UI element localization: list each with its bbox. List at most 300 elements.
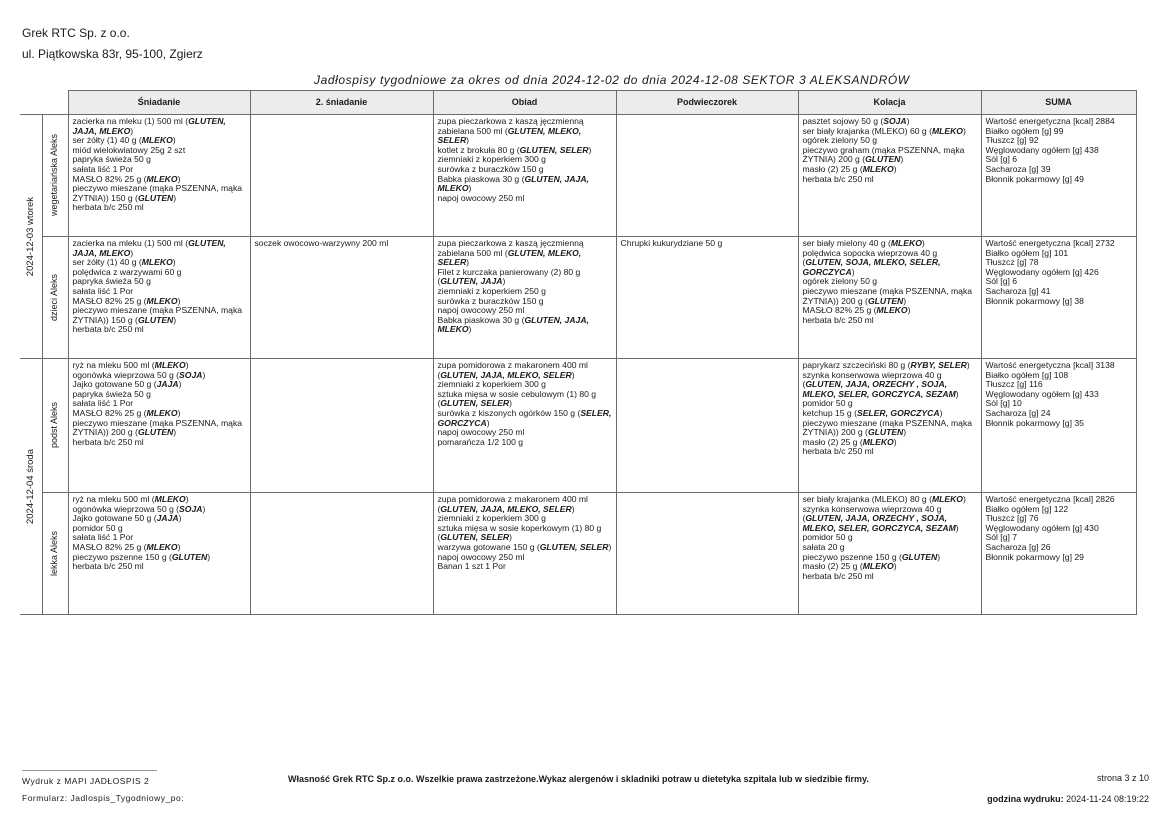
meal-item-text: ogórek zielony 50 g: [802, 135, 878, 146]
nutrition-value: Sól [g] 6: [985, 276, 1018, 287]
meal-item-text: MASŁO 82% 25 g (: [72, 541, 147, 552]
allergen-list: GLUTEN, JAJA, MLEKO, SELER: [440, 503, 572, 514]
table-row: [20, 237, 1136, 359]
meal-item-text: ogonówka wieprzowa 50 g (: [72, 503, 180, 514]
nutrition-value: Węglowodany ogółem [g] 438: [985, 144, 1099, 155]
meal-item-text: herbata b/c 250 ml: [802, 314, 874, 325]
header-spacer: [20, 91, 42, 115]
allergen-list: RYBY, SELER: [910, 360, 967, 370]
meal-item-text: pieczywo mieszane (mąka PSZENNA, mąka ŻYTNIA)) 200 g (: [72, 417, 243, 438]
allergen-list: SELER, GORCZYCA: [437, 407, 612, 428]
allergen-list: GLUTEN: [867, 427, 904, 438]
company-info: [22, 23, 203, 65]
meal-item: [803, 175, 977, 185]
meal-item-text: ziemniaki z koperkiem 300 g: [437, 513, 546, 524]
meal-item-text: szynka konserwowa wieprzowa 40 g (: [802, 503, 942, 524]
date-cell: [20, 115, 42, 359]
meal-item-text: ser biały krajanka (MLEKO) 60 g (: [802, 125, 932, 136]
meal-item-text: paprykarz szczeciński 80 g (: [802, 360, 911, 370]
nutrition-value: Sól [g] 10: [985, 398, 1022, 409]
meal-item-end: ): [172, 135, 176, 146]
meal-item: [73, 203, 246, 213]
meal-item-text: miód wielokwiatowy 25g 2 szt: [72, 144, 186, 155]
meal-item: [73, 239, 246, 258]
nutrition-value: Węglowodany ogółem [g] 426: [985, 266, 1099, 277]
allergen-list: MLEKO: [154, 494, 186, 504]
allergen-list: GLUTEN, JAJA, ORZECHY , SOJA, MLEKO, SELER, GORCZYCA, SEZAM: [802, 379, 956, 399]
allergen-list: MLEKO: [862, 436, 894, 447]
allergen-list: GLUTEN: [171, 551, 208, 562]
allergen-list: GLUTEN: [137, 427, 174, 438]
meal-item: [438, 239, 612, 268]
meal-item-text: pieczywo mieszane (mąka PSZENNA, mąka ŻYTNIA)) 200 g (: [802, 285, 973, 306]
allergen-list: SOJA: [179, 369, 203, 380]
table-row: [20, 493, 1136, 615]
meal-cell-sniadanie2: [250, 493, 433, 615]
table-row: [20, 115, 1136, 237]
allergen-list: MLEKO: [146, 173, 178, 184]
meal-item-text: papryka świeża 50 g: [72, 154, 151, 165]
allergen-list: SOJA: [179, 503, 203, 514]
meal-item-text: herbata b/c 250 ml: [72, 436, 144, 447]
meal-item-end: ): [502, 276, 506, 287]
meal-item-end: ): [906, 116, 910, 126]
meal-item-text: herbata b/c 250 ml: [72, 202, 144, 213]
meal-item-end: ): [466, 257, 470, 268]
meal-cell-obiad: [433, 359, 616, 493]
nutrition-summary-cell: [981, 359, 1136, 493]
meal-item-text: herbata b/c 250 ml: [72, 561, 144, 572]
meal-item-text: pieczywo mieszane (mąka PSZENNA, mąka ŻYTNIA)) 200 g (: [802, 417, 973, 438]
column-header-suma: SUMA: [981, 91, 1136, 115]
meal-item: [803, 419, 977, 438]
meal-item-text: zupa pieczarkowa z kaszą jęczmienną zabielana 500 ml (: [437, 238, 584, 258]
meal-cell-sniadanie: [68, 115, 250, 237]
nutrition-value: Wartość energetyczna [kcal] 3138: [985, 360, 1115, 370]
meal-item: [803, 249, 977, 278]
meal-item-text: pasztet sojowy 50 g (: [802, 116, 884, 126]
nutrition-value: Błonnik pokarmowy [g] 49: [985, 173, 1084, 184]
nutrition-value: Sacharoza [g] 41: [985, 285, 1051, 296]
meal-item-text: ryż na mleku 500 ml (: [72, 494, 155, 504]
meal-cell-obiad: [433, 237, 616, 359]
allergen-list: GLUTEN: [137, 192, 174, 203]
meal-item: [438, 438, 612, 448]
meal-item-end: ): [893, 561, 897, 572]
meal-item: [73, 325, 246, 335]
allergen-list: GLUTEN, JAJA, ORZECHY , SOJA, MLEKO, SELER, GORCZYCA, SEZAM: [802, 513, 956, 533]
nutrition-value: Wartość energetyczna [kcal] 2884: [985, 116, 1115, 126]
allergen-list: GLUTEN, JAJA, MLEKO: [72, 238, 226, 258]
meal-item-end: ): [207, 551, 211, 562]
meal-item: [73, 117, 246, 136]
allergen-list: GLUTEN, MLEKO, SELER: [437, 247, 582, 268]
allergen-list: JAJA: [156, 513, 179, 524]
meal-item-end: ): [588, 144, 592, 155]
meal-item: [255, 239, 429, 249]
meal-item: [438, 524, 612, 543]
meal-item-text: ser biały krajanka (MLEKO) 80 g (: [802, 494, 932, 504]
meal-item: [73, 306, 246, 325]
meal-item-text: Jajko gotowane 50 g (: [72, 513, 157, 524]
meal-item: [803, 572, 977, 582]
page-info: strona 3 z 10: [1096, 773, 1149, 783]
meal-item-text: pieczywo mieszane (mąka PSZENNA, mąka ŻYTNIA)) 150 g (: [72, 183, 243, 203]
meal-cell-obiad: [433, 493, 616, 615]
allergen-list: GLUTEN, MLEKO, SELER: [437, 125, 582, 146]
nutrition-value: Białko ogółem [g] 101: [985, 247, 1069, 258]
meal-item-end: ): [921, 238, 925, 248]
meal-item: [803, 146, 977, 165]
meal-item-text: napoj owocowy 250 ml: [437, 305, 525, 316]
meal-item-text: ryż na mleku 500 ml (: [72, 360, 155, 370]
meal-item-end: ): [903, 427, 907, 438]
meal-item-text: zacierka na mleku (1) 500 ml (: [72, 238, 189, 248]
allergen-list: GLUTEN, SELER: [440, 532, 510, 543]
meal-item: [438, 194, 612, 204]
meal-cell-obiad: [433, 115, 616, 237]
meal-item-text: pieczywo graham (mąka PSZENNA, mąka ŻYTNIA) 200 g (: [802, 144, 965, 165]
nutrition-value: Wartość energetyczna [kcal] 2732: [985, 238, 1115, 248]
meal-item-end: ): [468, 324, 472, 335]
meal-item-end: ): [466, 135, 470, 146]
meal-item-text: Chrupki kukurydziane 50 g: [620, 238, 723, 248]
allergen-list: MLEKO: [876, 305, 908, 316]
diet-cell: [42, 115, 68, 237]
meal-item-end: ): [173, 192, 177, 203]
meal-item-text: napoj owocowy 250 ml: [437, 192, 525, 203]
nutrition-value: Tłuszcz [g] 78: [985, 257, 1039, 268]
nutrition-summary-cell: [981, 115, 1136, 237]
meal-item: [438, 175, 612, 194]
print-time: [987, 794, 1149, 804]
meal-item-end: ): [177, 541, 181, 552]
meal-item-text: masło (2) 25 g (: [802, 436, 863, 447]
allergen-list: MLEKO: [890, 238, 922, 248]
allergen-list: MLEKO: [862, 561, 894, 572]
meal-item-text: pieczywo pszenne 150 g (: [802, 551, 902, 562]
meal-item-text: MASŁO 82% 25 g (: [72, 295, 147, 306]
meal-item: [803, 371, 977, 400]
meal-item-text: papryka świeża 50 g: [72, 276, 151, 287]
allergen-list: GLUTEN, JAJA, MLEKO, SELER: [440, 369, 572, 380]
printout-label: Wydruk z MAPI JADŁOSPIS 2: [22, 776, 150, 786]
date-label: 2024-12-03 wtorek: [24, 196, 36, 277]
meal-item-text: pomarańcza 1/2 100 g: [437, 436, 524, 447]
meal-item-end: ): [903, 295, 907, 306]
meal-item-text: herbata b/c 250 ml: [802, 570, 874, 581]
meal-item-text: Filet z kurczaka panierowany (2) 80 g (: [437, 266, 581, 287]
meal-item: [438, 268, 612, 287]
table-header-row: [20, 91, 1136, 115]
meal-item-text: pomidor 50 g: [802, 532, 853, 543]
allergen-list: SELER, GORCZYCA: [856, 407, 940, 418]
nutrition-value: Białko ogółem [g] 108: [985, 369, 1069, 380]
nutrition-value: Tłuszcz [g] 92: [985, 135, 1039, 146]
meal-item-text: polędwica sopocka wieprzowa 40 g (: [802, 247, 938, 268]
meal-item-end: ): [966, 360, 970, 370]
meal-item-text: surówka z buraczków 150 g: [437, 163, 544, 174]
column-header-obiad: Obiad: [433, 91, 616, 115]
meal-item-text: Banan 1 szt 1 Por: [437, 561, 506, 572]
diet-label: lekka Aleks: [49, 530, 60, 577]
column-header-podwieczorek: Podwieczorek: [616, 91, 798, 115]
meal-item-text: Babka piaskowa 30 g (: [437, 314, 525, 325]
meal-item-end: ): [177, 295, 181, 306]
meal-item-text: surówka z kiszonych ogórków 150 g (: [437, 407, 581, 418]
meal-item: [803, 447, 977, 457]
allergen-list: GLUTEN: [867, 295, 904, 306]
meal-item: [73, 184, 246, 203]
meal-item-text: masło (2) 25 g (: [802, 561, 863, 572]
allergen-list: GLUTEN, JAJA, MLEKO: [437, 173, 589, 194]
meal-item: [438, 316, 612, 335]
meal-item-text: sałata liść 1 Por: [72, 163, 134, 174]
meal-item-end: ): [185, 360, 189, 370]
diet-label: dzieci Aleks: [49, 273, 60, 322]
allergen-list: MLEKO: [931, 494, 963, 504]
nutrition-summary-cell: [981, 237, 1136, 359]
meal-item: [438, 390, 612, 409]
date-label: 2024-12-04 środa: [24, 449, 36, 524]
meal-item-end: ): [893, 163, 897, 174]
meal-item-text: pieczywo mieszane (mąka PSZENNA, mąka ŻYTNIA)) 150 g (: [72, 305, 243, 325]
footer-divider: [22, 770, 157, 771]
meal-item-text: ogórek zielony 50 g: [802, 276, 878, 287]
meal-item-end: ): [955, 522, 959, 533]
allergen-list: MLEKO: [931, 125, 963, 136]
meal-item: [73, 419, 246, 438]
allergen-list: GLUTEN: [137, 314, 174, 325]
meal-item-text: pomidor 50 g: [72, 522, 123, 533]
menu-table-body: [20, 115, 1136, 615]
meal-item-end: ): [851, 266, 855, 277]
allergen-list: GLUTEN: [901, 551, 938, 562]
nutrition-value: Sól [g] 6: [985, 154, 1018, 165]
meal-item-end: ): [962, 494, 966, 504]
meal-cell-kolacja: [798, 115, 981, 237]
meal-item-text: Babka piaskowa 30 g (: [437, 173, 525, 184]
meal-item-end: ): [178, 513, 182, 524]
meal-item-end: ): [177, 173, 181, 184]
diet-cell: [42, 237, 68, 359]
meal-item-end: ): [509, 398, 513, 409]
meal-item-text: ser biały mielony 40 g (: [802, 238, 891, 248]
company-address: ul. Piątkowska 83r, 95-100, Zgierz: [22, 47, 203, 61]
meal-item-end: ): [202, 369, 206, 380]
meal-item-text: sałata liść 1 Por: [72, 398, 134, 409]
header-spacer: [42, 91, 68, 115]
meal-item: [73, 562, 246, 572]
meal-item-text: sztuka mięsa w sosie koperkowym (1) 80 g (: [437, 522, 602, 543]
meal-cell-sniadanie2: [250, 115, 433, 237]
meal-item-end: ): [509, 532, 513, 543]
meal-item-text: sałata liść 1 Por: [72, 532, 134, 543]
report-title: Jadłospisy tygodniowe za okres od dnia 2024-12-02 do dnia 2024-12-08 SEKTOR 3 ALEKSANDRÓW: [314, 73, 910, 87]
meal-item-text: ziemniaki z koperkiem 300 g: [437, 154, 546, 165]
meal-item: [438, 409, 612, 428]
date-cell: [20, 359, 42, 615]
meal-item-end: ): [172, 257, 176, 268]
diet-cell: [42, 493, 68, 615]
meal-item: [803, 287, 977, 306]
meal-item-end: ): [185, 494, 189, 504]
meal-cell-sniadanie2: [250, 359, 433, 493]
company-name: Grek RTC Sp. z o.o.: [22, 26, 130, 40]
allergen-list: GLUTEN, JAJA, MLEKO: [72, 116, 226, 136]
meal-item-end: ): [173, 427, 177, 438]
nutrition-summary-cell: [981, 493, 1136, 615]
meal-cell-sniadanie: [68, 493, 250, 615]
meal-item-text: ser żółty (1) 40 g (: [72, 257, 142, 268]
nutrition-value: Sacharoza [g] 39: [985, 163, 1051, 174]
meal-item-text: pomidor 50 g: [802, 398, 853, 409]
meal-item-text: napoj owocowy 250 ml: [437, 551, 525, 562]
nutrition-value: Tłuszcz [g] 76: [985, 513, 1039, 524]
nutrition-value: Błonnik pokarmowy [g] 29: [985, 551, 1084, 562]
meal-cell-podwieczorek: [616, 493, 798, 615]
meal-item-text: zacierka na mleku (1) 500 ml (: [72, 116, 189, 126]
diet-cell: [42, 359, 68, 493]
nutrition-value: Błonnik pokarmowy [g] 38: [985, 295, 1084, 306]
meal-item-text: sałata liść 1 Por: [72, 285, 134, 296]
meal-item-text: ser żółty (1) 40 g (: [72, 135, 142, 146]
meal-item-end: ): [130, 247, 134, 258]
meal-cell-sniadanie: [68, 359, 250, 493]
allergen-list: MLEKO: [146, 295, 178, 306]
allergen-list: MLEKO: [146, 407, 178, 418]
meal-item-end: ): [955, 388, 959, 399]
meal-item-text: Jajko gotowane 50 g (: [72, 379, 157, 390]
allergen-list: GLUTEN, JAJA, MLEKO: [437, 314, 589, 335]
meal-item-text: szynka konserwowa wieprzowa 40 g (: [802, 369, 942, 390]
meal-item-text: MASŁO 82% 25 g (: [72, 407, 147, 418]
meal-item-text: sztuka mięsa w sosie cebulowym (1) 80 g (: [437, 388, 597, 409]
allergen-list: GLUTEN, SELER: [440, 398, 510, 409]
column-header-sniadanie: Śniadanie: [68, 91, 250, 115]
meal-item-end: ): [468, 183, 472, 194]
nutrition-value: Sól [g] 7: [985, 532, 1018, 543]
meal-item-end: ): [900, 154, 904, 165]
meal-item-text: zupa pomidorowa z makaronem 400 ml (: [437, 494, 588, 514]
allergen-list: MLEKO: [141, 257, 173, 268]
ownership-note: Własność Grek RTC Sp.z o.o. Wszelkie prawa zastrzeżone.Wykaz alergenów i skladniki potraw u dietetyka szpitala lub w siedzibie firmy.: [288, 774, 869, 784]
nutrition-value: Sacharoza [g] 24: [985, 407, 1051, 418]
meal-cell-kolacja: [798, 493, 981, 615]
nutrition-value: Białko ogółem [g] 122: [985, 503, 1069, 514]
meal-item: [438, 117, 612, 146]
meal-item-end: ): [608, 541, 612, 552]
meal-item-end: ): [907, 305, 911, 316]
meal-item: [438, 361, 612, 380]
meal-item-text: napoj owocowy 250 ml: [437, 427, 525, 438]
meal-item: [438, 562, 612, 572]
meal-item-text: pieczywo pszenne 150 g (: [72, 551, 172, 562]
allergen-list: GLUTEN, SOJA, MLEKO, SELER, GORCZYCA: [802, 257, 941, 277]
meal-item-text: sałata 20 g: [802, 541, 845, 552]
allergen-list: GLUTEN, JAJA: [440, 276, 503, 287]
meal-item-end: ): [893, 436, 897, 447]
meal-item-text: polędwica z warzywami 60 g: [72, 266, 182, 277]
meal-item-text: masło (2) 25 g (: [802, 163, 863, 174]
meal-item-text: ketchup 15 g (: [802, 407, 857, 418]
column-header-kolacja: Kolacja: [798, 91, 981, 115]
meal-item-text: soczek owocowo-warzywny 200 ml: [254, 238, 389, 248]
allergen-list: SOJA: [883, 116, 907, 126]
allergen-list: MLEKO: [154, 360, 186, 370]
nutrition-value: Wartość energetyczna [kcal] 2826: [985, 494, 1115, 504]
print-time-value: 2024-11-24 08:19:22: [1066, 794, 1149, 804]
meal-item-end: ): [173, 314, 177, 325]
meal-cell-podwieczorek: [616, 237, 798, 359]
meal-item-text: ziemniaki z koperkiem 250 g: [437, 285, 546, 296]
meal-item-text: herbata b/c 250 ml: [802, 173, 874, 184]
meal-item: [621, 239, 794, 249]
nutrition-value: Białko ogółem [g] 99: [985, 125, 1064, 136]
meal-item-text: MASŁO 82% 25 g (: [802, 305, 877, 316]
nutrition-value: Węglowodany ogółem [g] 433: [985, 388, 1099, 399]
meal-cell-sniadanie2: [250, 237, 433, 359]
allergen-list: GLUTEN, SELER: [519, 144, 589, 155]
menu-table: [20, 90, 1137, 615]
allergen-list: MLEKO: [146, 541, 178, 552]
meal-item-end: ): [937, 551, 941, 562]
meal-cell-sniadanie: [68, 237, 250, 359]
meal-item-end: ): [571, 369, 575, 380]
meal-item-text: herbata b/c 250 ml: [802, 446, 874, 457]
meal-item-end: ): [202, 503, 206, 514]
meal-cell-podwieczorek: [616, 115, 798, 237]
nutrition-value: Sacharoza [g] 26: [985, 541, 1051, 552]
meal-item-text: ogonówka wieprzowa 50 g (: [72, 369, 180, 380]
nutrition-value: Węglowodany ogółem [g] 430: [985, 522, 1099, 533]
diet-label: podst Aleks: [49, 402, 60, 449]
meal-item-end: ): [571, 503, 575, 514]
meal-cell-podwieczorek: [616, 359, 798, 493]
meal-item: [803, 316, 977, 326]
meal-item-text: herbata b/c 250 ml: [72, 324, 144, 335]
column-header-sniadanie2: 2. śniadanie: [250, 91, 433, 115]
meal-cell-kolacja: [798, 359, 981, 493]
meal-item-text: ziemniaki z koperkiem 300 g: [437, 379, 546, 390]
meal-item-text: kotlet z brokuła 80 g (: [437, 144, 520, 155]
meal-item: [73, 438, 246, 448]
meal-item-end: ): [939, 407, 943, 418]
meal-item-text: MASŁO 82% 25 g (: [72, 173, 147, 184]
meal-item-text: zupa pomidorowa z makaronem 400 ml (: [437, 360, 588, 380]
nutrition-value: Błonnik pokarmowy [g] 35: [985, 417, 1084, 428]
form-label: Formularz: Jadlospis_Tygodniowy_po:: [22, 793, 185, 803]
meal-item-text: warzywa gotowane 150 g (: [437, 541, 540, 552]
meal-item-end: ): [486, 417, 490, 428]
meal-item-end: ): [177, 407, 181, 418]
meal-cell-kolacja: [798, 237, 981, 359]
meal-item-text: papryka świeża 50 g: [72, 388, 151, 399]
allergen-list: MLEKO: [141, 135, 173, 146]
meal-item-end: ): [962, 125, 966, 136]
nutrition-value: Tłuszcz [g] 116: [985, 379, 1043, 390]
meal-item: [803, 505, 977, 534]
allergen-list: MLEKO: [862, 163, 894, 174]
allergen-list: GLUTEN, SELER: [539, 541, 609, 552]
table-row: [20, 359, 1136, 493]
allergen-list: JAJA: [156, 379, 179, 390]
allergen-list: GLUTEN: [865, 154, 901, 165]
meal-item-text: zupa pieczarkowa z kaszą jęczmienną zabielana 500 ml (: [437, 116, 584, 136]
print-time-label: godzina wydruku:: [987, 794, 1064, 804]
meal-item-text: surówka z buraczków 150 g: [437, 295, 544, 306]
meal-item: [438, 495, 612, 514]
